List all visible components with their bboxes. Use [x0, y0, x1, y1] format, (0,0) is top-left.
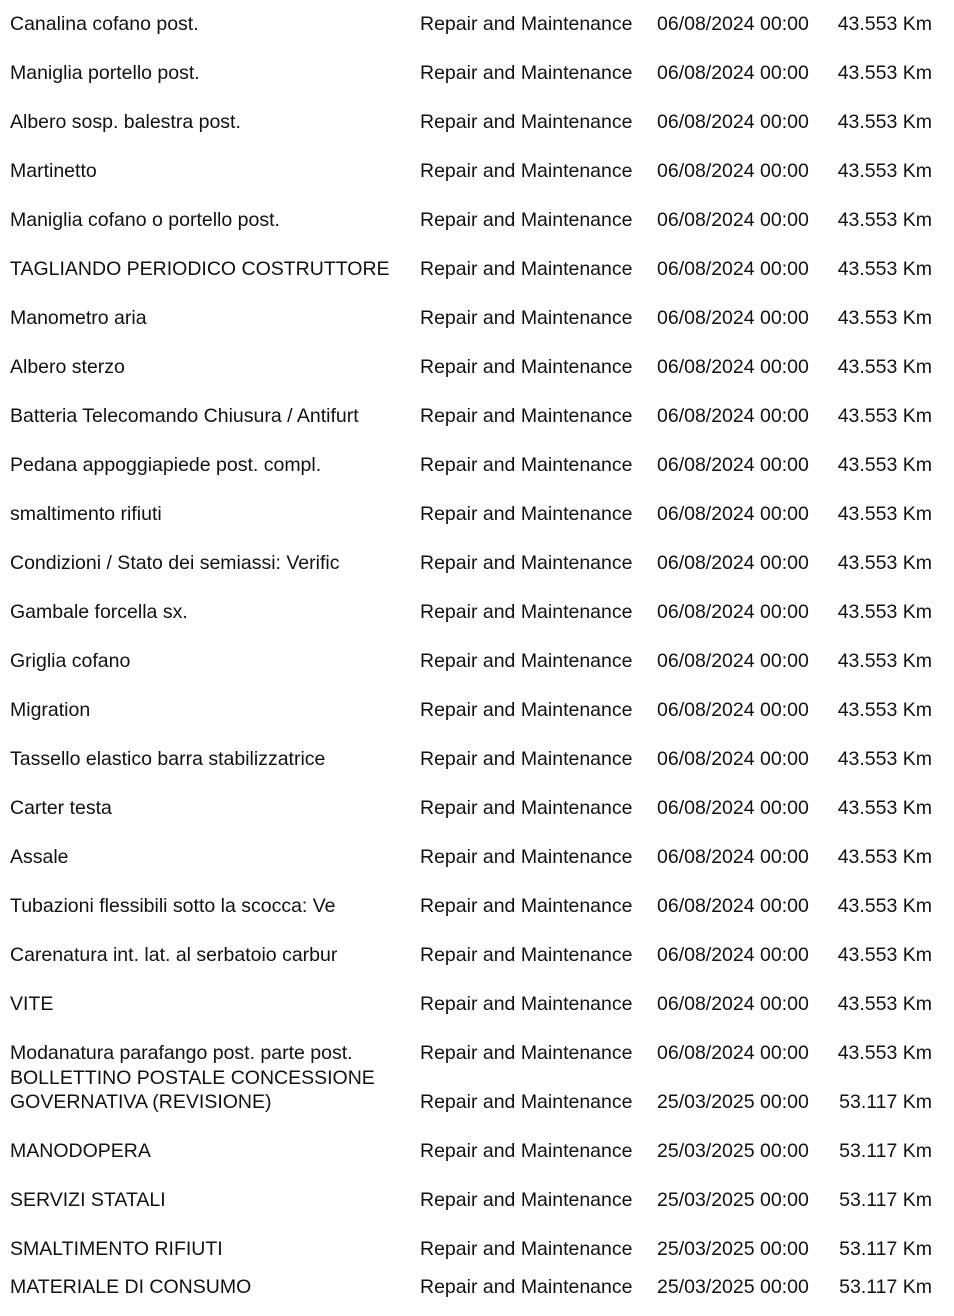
item-description-line: Carter testa	[10, 797, 112, 819]
table-row	[0, 257, 954, 297]
item-odometer: 43.553 Km	[837, 944, 932, 966]
table-row	[0, 943, 954, 983]
item-odometer: 43.553 Km	[837, 405, 932, 427]
item-date: 06/08/2024 00:00	[657, 993, 809, 1015]
item-date: 06/08/2024 00:00	[657, 160, 809, 182]
item-description	[10, 1275, 410, 1299]
item-description	[10, 551, 410, 575]
item-category: Repair and Maintenance	[420, 258, 633, 280]
item-date: 06/08/2024 00:00	[657, 748, 809, 770]
item-category: Repair and Maintenance	[420, 1140, 633, 1162]
item-description	[10, 1041, 410, 1065]
item-odometer: 43.553 Km	[837, 62, 932, 84]
item-description	[10, 306, 410, 330]
item-date: 06/08/2024 00:00	[657, 503, 809, 525]
table-row	[0, 404, 954, 444]
item-category: Repair and Maintenance	[420, 748, 633, 770]
item-odometer: 53.117 Km	[839, 1238, 932, 1260]
item-odometer: 43.553 Km	[837, 601, 932, 623]
item-date: 06/08/2024 00:00	[657, 454, 809, 476]
item-description	[10, 159, 410, 183]
table-row	[0, 845, 954, 885]
item-description	[10, 649, 410, 673]
item-date: 25/03/2025 00:00	[657, 1276, 809, 1298]
item-date: 06/08/2024 00:00	[657, 552, 809, 574]
item-category: Repair and Maintenance	[420, 846, 633, 868]
item-category: Repair and Maintenance	[420, 209, 633, 231]
item-date: 25/03/2025 00:00	[657, 1238, 809, 1260]
item-description	[10, 1237, 410, 1261]
item-date: 06/08/2024 00:00	[657, 944, 809, 966]
item-description-line: Albero sterzo	[10, 356, 125, 378]
table-row	[0, 453, 954, 493]
item-description	[10, 453, 410, 477]
item-description	[10, 404, 410, 428]
item-odometer: 43.553 Km	[837, 307, 932, 329]
item-date: 06/08/2024 00:00	[657, 62, 809, 84]
item-date: 06/08/2024 00:00	[657, 699, 809, 721]
item-odometer: 53.117 Km	[839, 1140, 932, 1162]
item-odometer: 43.553 Km	[837, 503, 932, 525]
item-description	[10, 1139, 410, 1163]
item-category: Repair and Maintenance	[420, 895, 633, 917]
item-date: 06/08/2024 00:00	[657, 13, 809, 35]
item-odometer: 43.553 Km	[837, 13, 932, 35]
item-category: Repair and Maintenance	[420, 405, 633, 427]
item-description	[10, 355, 410, 379]
item-description-line: Canalina cofano post.	[10, 13, 199, 35]
item-description-line: smaltimento rifiuti	[10, 503, 162, 525]
item-odometer: 53.117 Km	[839, 1189, 932, 1211]
item-odometer: 43.553 Km	[837, 111, 932, 133]
item-description-line: SMALTIMENTO RIFIUTI	[10, 1238, 223, 1260]
table-row	[0, 61, 954, 101]
item-date: 06/08/2024 00:00	[657, 797, 809, 819]
item-category: Repair and Maintenance	[420, 1091, 633, 1113]
item-description-line: Manometro aria	[10, 307, 147, 329]
item-date: 25/03/2025 00:00	[657, 1091, 809, 1113]
item-category: Repair and Maintenance	[420, 601, 633, 623]
item-odometer: 43.553 Km	[837, 699, 932, 721]
item-description-line: Pedana appoggiapiede post. compl.	[10, 454, 322, 476]
item-date: 06/08/2024 00:00	[657, 650, 809, 672]
item-description-line: Albero sosp. balestra post.	[10, 111, 241, 133]
item-odometer: 43.553 Km	[837, 895, 932, 917]
item-description	[10, 257, 410, 281]
item-category: Repair and Maintenance	[420, 111, 633, 133]
item-description	[10, 796, 410, 820]
table-row	[0, 747, 954, 787]
item-odometer: 43.553 Km	[837, 993, 932, 1015]
item-description-line: MANODOPERA	[10, 1140, 151, 1162]
item-date: 06/08/2024 00:00	[657, 258, 809, 280]
table-row	[0, 600, 954, 640]
item-category: Repair and Maintenance	[420, 307, 633, 329]
item-description	[10, 600, 410, 624]
item-odometer: 43.553 Km	[837, 552, 932, 574]
item-description-line: Condizioni / Stato dei semiassi: Verific	[10, 552, 340, 574]
item-description-line: BOLLETTINO POSTALE CONCESSIONE	[10, 1067, 375, 1089]
table-row	[0, 1188, 954, 1228]
item-category: Repair and Maintenance	[420, 993, 633, 1015]
item-odometer: 43.553 Km	[837, 258, 932, 280]
item-description	[10, 208, 410, 232]
item-odometer: 43.553 Km	[837, 454, 932, 476]
item-category: Repair and Maintenance	[420, 503, 633, 525]
item-category: Repair and Maintenance	[420, 650, 633, 672]
item-description-line: TAGLIANDO PERIODICO COSTRUTTORE	[10, 258, 390, 280]
item-odometer: 53.117 Km	[839, 1276, 932, 1298]
table-row	[0, 1275, 954, 1315]
item-date: 06/08/2024 00:00	[657, 601, 809, 623]
table-row	[0, 306, 954, 346]
item-description-line: Maniglia cofano o portello post.	[10, 209, 280, 231]
item-date: 06/08/2024 00:00	[657, 307, 809, 329]
item-description-line: Tubazioni flessibili sotto la scocca: Ve	[10, 895, 336, 917]
table-row	[0, 796, 954, 836]
table-row	[0, 1139, 954, 1179]
item-date: 06/08/2024 00:00	[657, 895, 809, 917]
item-description	[10, 747, 410, 771]
item-description	[10, 845, 410, 869]
item-description	[10, 502, 410, 526]
item-description-line: Modanatura parafango post. parte post.	[10, 1042, 353, 1064]
item-description-line: Migration	[10, 699, 91, 721]
item-category: Repair and Maintenance	[420, 356, 633, 378]
table-row	[0, 1067, 954, 1130]
table-row	[0, 159, 954, 199]
item-odometer: 53.117 Km	[839, 1091, 932, 1113]
item-date: 25/03/2025 00:00	[657, 1189, 809, 1211]
item-category: Repair and Maintenance	[420, 699, 633, 721]
item-category: Repair and Maintenance	[420, 1238, 633, 1260]
item-odometer: 43.553 Km	[837, 797, 932, 819]
item-description-line: SERVIZI STATALI	[10, 1189, 166, 1211]
item-date: 06/08/2024 00:00	[657, 405, 809, 427]
item-description	[10, 992, 410, 1016]
item-category: Repair and Maintenance	[420, 454, 633, 476]
item-odometer: 43.553 Km	[837, 160, 932, 182]
item-description	[10, 110, 410, 134]
item-odometer: 43.553 Km	[837, 209, 932, 231]
item-description-line: Tassello elastico barra stabilizzatrice	[10, 748, 326, 770]
item-description-line: Assale	[10, 846, 69, 868]
item-description-line: GOVERNATIVA (REVISIONE)	[10, 1091, 272, 1113]
table-row	[0, 649, 954, 689]
item-date: 25/03/2025 00:00	[657, 1140, 809, 1162]
item-date: 06/08/2024 00:00	[657, 209, 809, 231]
item-description-line: Carenatura int. lat. al serbatoio carbur	[10, 944, 338, 966]
item-description	[10, 1188, 410, 1212]
item-category: Repair and Maintenance	[420, 160, 633, 182]
item-description	[10, 61, 410, 85]
item-description-line: MATERIALE DI CONSUMO	[10, 1276, 252, 1298]
item-description	[10, 1066, 410, 1114]
table-row	[0, 551, 954, 591]
item-category: Repair and Maintenance	[420, 1189, 633, 1211]
table-row	[0, 1237, 954, 1277]
item-odometer: 43.553 Km	[837, 356, 932, 378]
item-description-line: Martinetto	[10, 160, 97, 182]
item-category: Repair and Maintenance	[420, 13, 633, 35]
table-row	[0, 12, 954, 52]
item-description	[10, 698, 410, 722]
item-description-line: Gambale forcella sx.	[10, 601, 188, 623]
item-date: 06/08/2024 00:00	[657, 846, 809, 868]
item-description-line: VITE	[10, 993, 54, 1015]
item-description	[10, 894, 410, 918]
item-category: Repair and Maintenance	[420, 62, 633, 84]
item-description-line: Griglia cofano	[10, 650, 131, 672]
item-odometer: 43.553 Km	[837, 748, 932, 770]
item-category: Repair and Maintenance	[420, 552, 633, 574]
item-date: 06/08/2024 00:00	[657, 356, 809, 378]
item-odometer: 43.553 Km	[837, 1042, 932, 1064]
item-category: Repair and Maintenance	[420, 944, 633, 966]
item-description	[10, 12, 410, 36]
table-row	[0, 355, 954, 395]
item-description-line: Batteria Telecomando Chiusura / Antifurt	[10, 405, 359, 427]
item-date: 06/08/2024 00:00	[657, 111, 809, 133]
table-row	[0, 110, 954, 150]
table-row	[0, 698, 954, 738]
item-odometer: 43.553 Km	[837, 846, 932, 868]
item-category: Repair and Maintenance	[420, 797, 633, 819]
table-row	[0, 992, 954, 1032]
item-description	[10, 943, 410, 967]
table-row	[0, 502, 954, 542]
item-odometer: 43.553 Km	[837, 650, 932, 672]
table-row	[0, 208, 954, 248]
item-category: Repair and Maintenance	[420, 1276, 633, 1298]
table-row	[0, 894, 954, 934]
item-date: 06/08/2024 00:00	[657, 1042, 809, 1064]
item-category: Repair and Maintenance	[420, 1042, 633, 1064]
item-description-line: Maniglia portello post.	[10, 62, 200, 84]
